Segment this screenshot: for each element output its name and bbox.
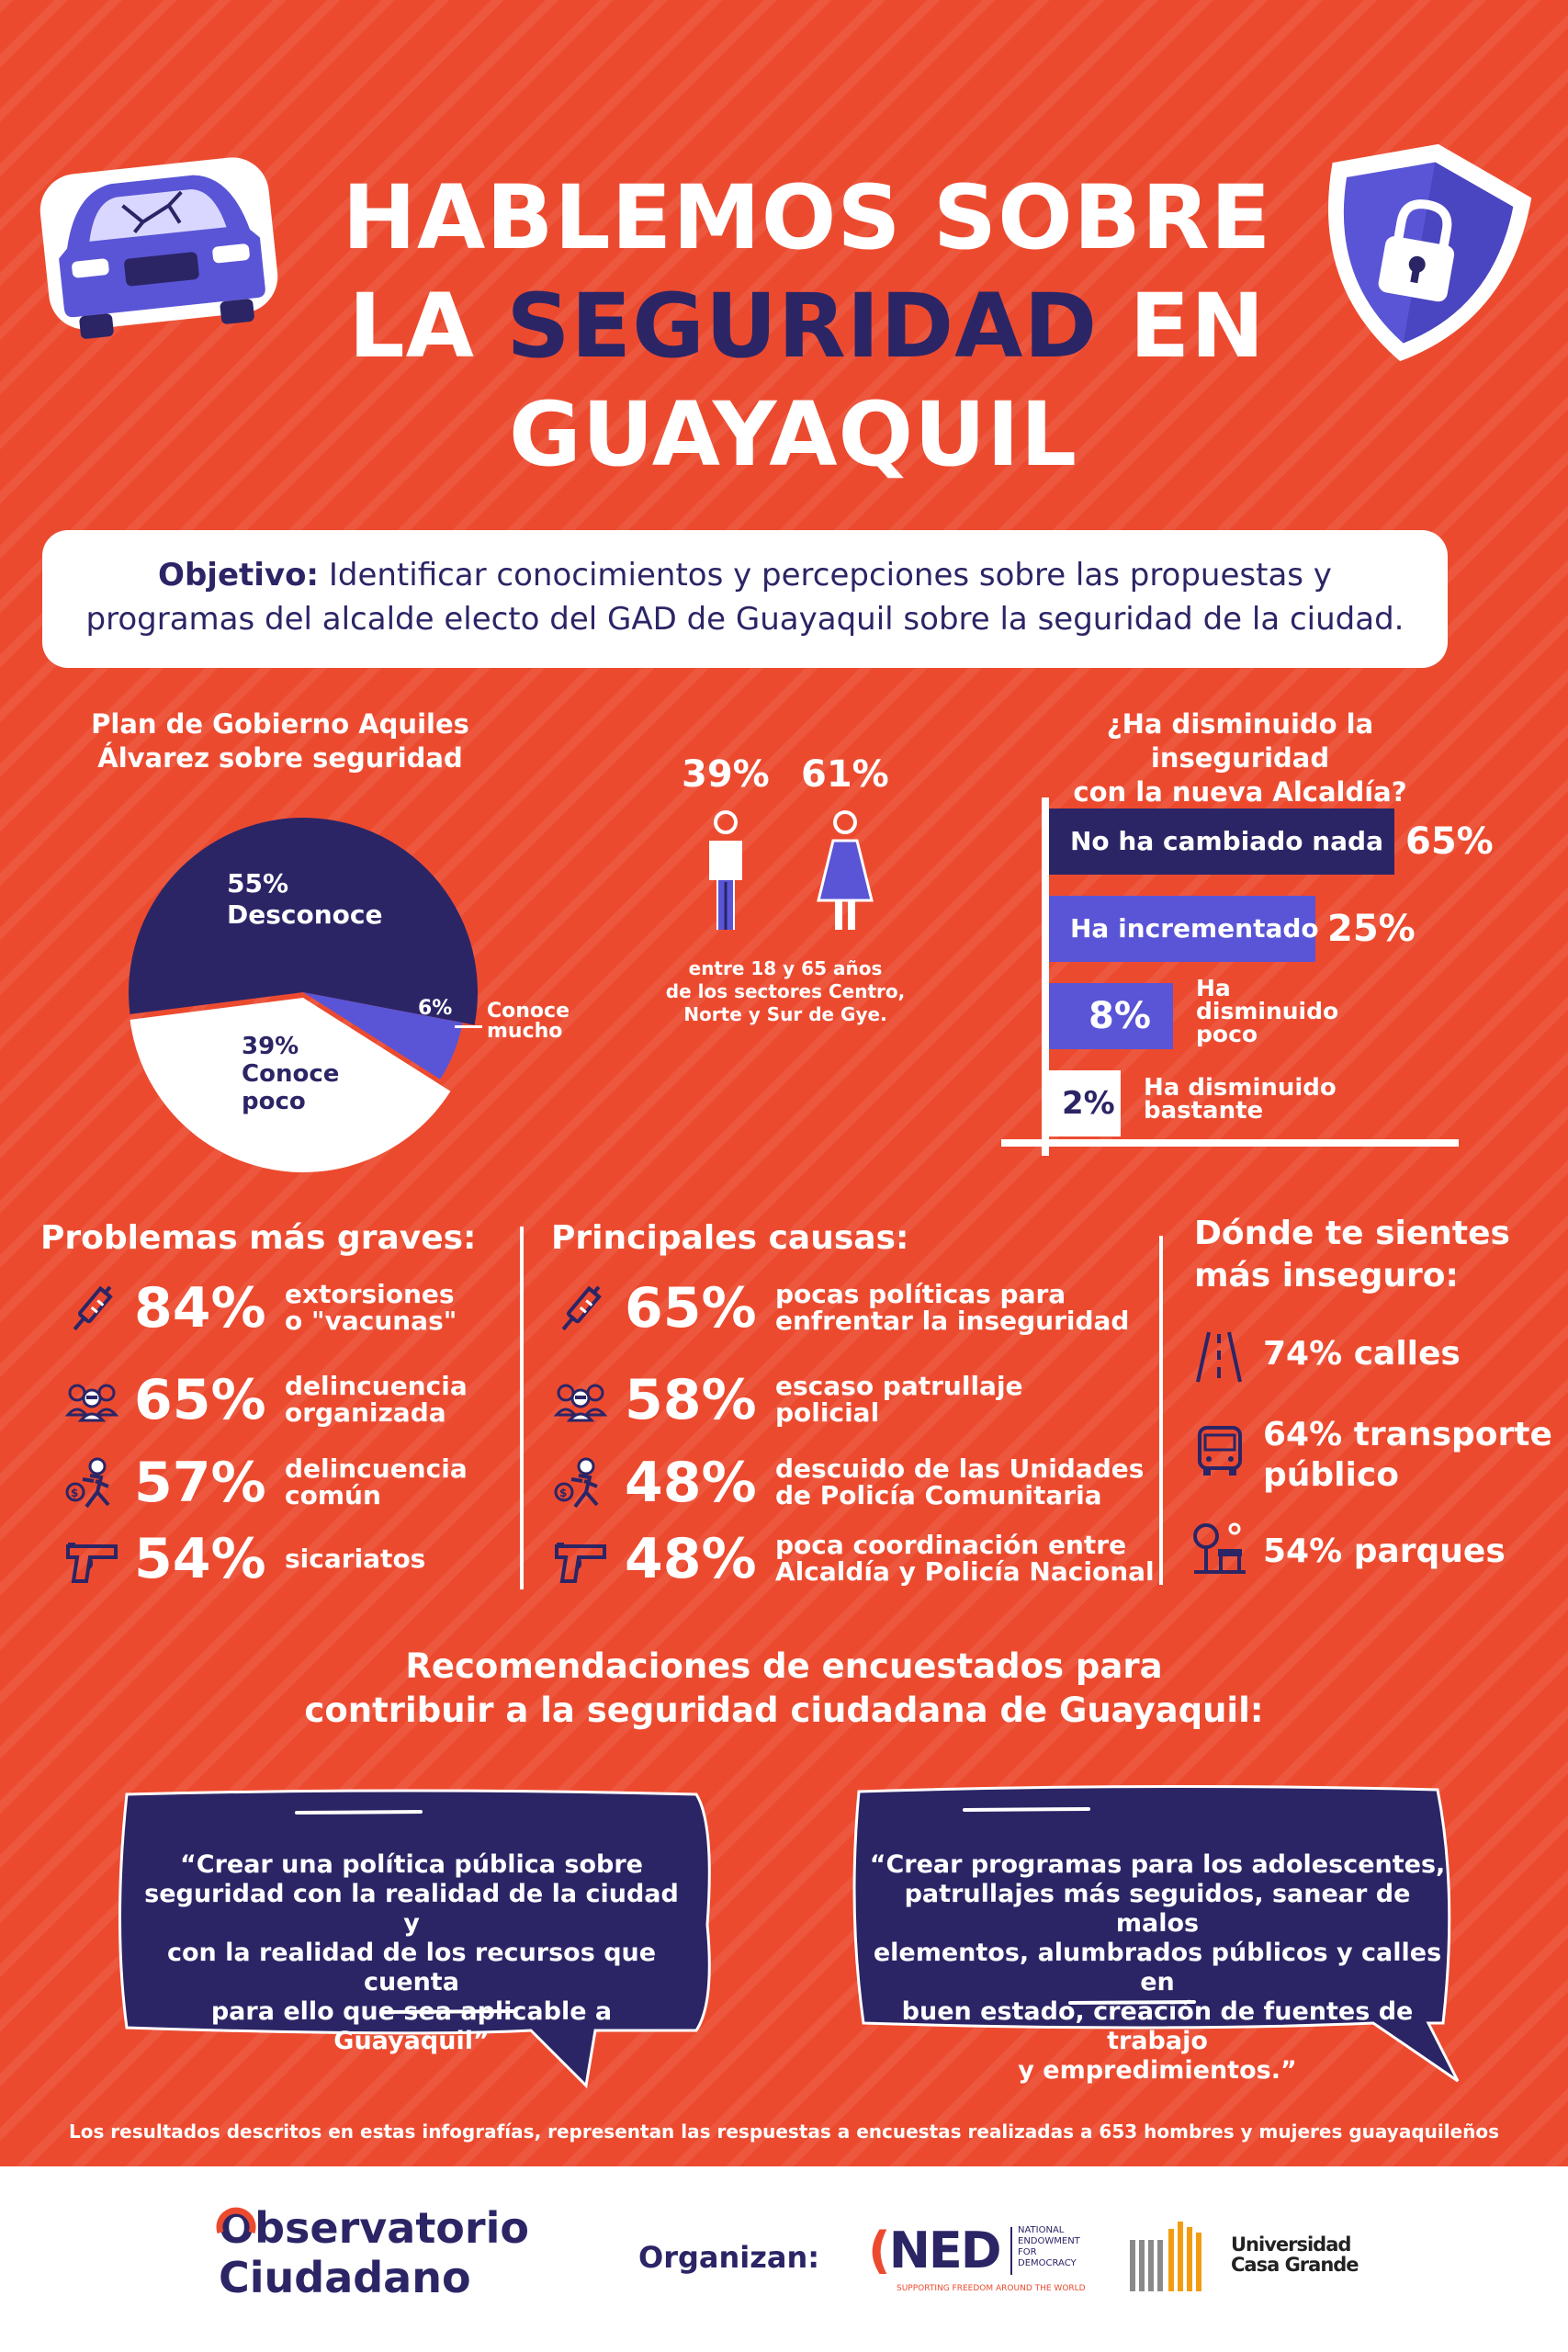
bar-label-1: No ha cambiado nada [1070, 826, 1383, 856]
pie-text-conoce-mucho-1: Conoce [487, 1000, 570, 1023]
causes-label-line2: policial [775, 1397, 880, 1428]
thief-icon [62, 1455, 121, 1514]
ned-text [1018, 2225, 1080, 2269]
ned-text-4: DEMOCRACY [1018, 2258, 1077, 2268]
men-pct: 39% [682, 753, 770, 796]
bar-label-2: Ha incrementado [1070, 913, 1319, 944]
pie-text-desconoce: Desconoce [227, 899, 383, 930]
problems-title: Problemas más graves: [40, 1219, 477, 1257]
pie-text-conoce-poco-1: Conoce [242, 1060, 340, 1088]
causes-pct: 58% [625, 1368, 757, 1432]
quote-left-2: seguridad con la realidad de la ciudad y [144, 1880, 679, 1938]
sample-desc-1: entre 18 y 65 años [688, 957, 883, 979]
title-line-1: HABLEMOS SOBRE [342, 166, 1272, 269]
quote-left-3: con la realidad de los recursos que cuenta [166, 1939, 657, 1996]
ned-logo-text: NED [888, 2222, 1000, 2279]
observatorio-mark-icon [215, 2205, 257, 2247]
bar-label-3 [1196, 977, 1338, 1046]
sample-desc-3: Norte y Sur de Gye. [683, 1003, 887, 1025]
recommendations-title [0, 1645, 1568, 1733]
quote-left-1: “Crear una política pública sobre [180, 1850, 643, 1879]
syringe-icon [551, 1281, 610, 1340]
observatorio-line1: Observatorio [219, 2203, 529, 2253]
title-line-2b: EN [1098, 275, 1266, 378]
causes-label [775, 1281, 1129, 1334]
ned-divider [1010, 2227, 1012, 2275]
quote-right-4: buen estado, creación de fuentes de trabajo [901, 1997, 1414, 2055]
sample-desc-2: de los sectores Centro, [665, 980, 906, 1002]
uni-line2: Casa Grande [1231, 2254, 1359, 2276]
pie-pct-conoce-mucho: 6% [418, 997, 453, 1020]
footer [0, 2166, 1568, 2352]
bar-label-4-2: bastante [1144, 1097, 1264, 1125]
universidad-logo-icon [1128, 2220, 1220, 2291]
problems-label [285, 1545, 425, 1572]
place-1: 74% calles [1263, 1335, 1461, 1373]
causes-label-line1: pocas políticas para [775, 1279, 1066, 1309]
svg-text:$: $ [71, 1487, 79, 1499]
objective-label: Objetivo: [158, 557, 320, 594]
pie-label-desconoce [227, 868, 383, 931]
decrease-title-line2: con la nueva Alcaldía? [1073, 776, 1407, 808]
quote-right-2: patrullajes más seguidos, sanear de malos [904, 1880, 1411, 1938]
place-2-line1: 64% transporte [1263, 1416, 1552, 1453]
causes-label-line1: poca coordinación entre [775, 1530, 1127, 1560]
causes-label [775, 1532, 1155, 1585]
causes-title: Principales causas: [551, 1219, 909, 1257]
woman-icon [813, 808, 877, 937]
problems-label-line2: común [285, 1480, 381, 1510]
criminal-group-icon [551, 1373, 610, 1431]
pie-pct-desconoce: 55% [227, 868, 289, 899]
quote-left-4: para ello que sea aplicable a Guayaquil” [210, 1997, 613, 2055]
page-title [0, 164, 1568, 489]
pie-pct-conoce-poco: 39% [242, 1033, 299, 1060]
causes-label-line1: escaso patrullaje [775, 1371, 1023, 1401]
observatorio-line2: Ciudadano [219, 2253, 471, 2302]
bar-axis-x [1001, 1139, 1459, 1147]
title-line-3: GUAYAQUIL [509, 383, 1077, 486]
problems-label-line1: delincuencia [285, 1371, 468, 1401]
causes-pct: 48% [625, 1451, 757, 1515]
bar-axis-y [1042, 797, 1049, 1156]
objective-box [42, 530, 1448, 668]
problems-label-line2: organizada [285, 1397, 446, 1428]
universidad-name [1231, 2234, 1359, 2275]
problems-pct: 84% [134, 1276, 266, 1340]
survey-note: Los resultados descritos en estas infografías, representan las respuestas a encuestas realizadas a 653 hombres y mujeres guayaquileños [68, 2120, 1500, 2143]
thief-icon [551, 1455, 610, 1514]
bar-pct-4: 2% [1062, 1085, 1115, 1122]
causes-label-line1: descuido de las Unidades [775, 1453, 1145, 1484]
divider-2 [1159, 1236, 1163, 1585]
problems-pct: 54% [134, 1527, 266, 1591]
observatorio-logo [219, 2203, 529, 2302]
gun-icon [62, 1532, 121, 1590]
rec-title-2: contribuir a la seguridad ciudadana de Guayaquil: [304, 1690, 1264, 1730]
plan-title-line2: Álvarez sobre seguridad [97, 742, 463, 774]
svg-text:$: $ [559, 1487, 568, 1499]
causes-pct: 48% [625, 1527, 757, 1591]
problems-label-line1: delincuencia [285, 1453, 468, 1484]
bar-pct-1: 65% [1405, 820, 1494, 863]
causes-label-line2: de Policía Comunitaria [775, 1480, 1102, 1510]
problems-label [285, 1281, 457, 1334]
pie-text-conoce-mucho-2: mucho [487, 1020, 563, 1043]
places-title-2: más inseguro: [1194, 1257, 1459, 1295]
bar-label-3-2: disminuido [1196, 998, 1339, 1024]
quote-right-1: “Crear programas para los adolescentes, [869, 1850, 1446, 1879]
ned-logo: (NED [868, 2222, 1000, 2279]
quote-right [859, 1850, 1456, 2086]
problems-label [285, 1373, 468, 1426]
man-icon [698, 808, 753, 937]
place-3: 54% parques [1263, 1532, 1506, 1570]
quote-right-3: elementos, alumbrados públicos y calles en [873, 1939, 1442, 1996]
quote-right-5: y empredimientos.” [1018, 2056, 1297, 2085]
problems-pct: 65% [134, 1368, 266, 1432]
park-icon [1192, 1518, 1247, 1575]
ned-text-1: NATIONAL [1018, 2225, 1065, 2235]
bar-label-4 [1144, 1074, 1337, 1125]
causes-label [775, 1373, 1023, 1426]
road-icon [1196, 1330, 1242, 1384]
bus-icon [1196, 1424, 1244, 1479]
ned-text-3: FOR [1018, 2247, 1037, 2257]
pie-label-conoce-poco [242, 1033, 339, 1115]
bar-pct-3: 8% [1089, 995, 1151, 1037]
pie-label-conoce-mucho [487, 1001, 570, 1042]
problems-label-line1: extorsiones [285, 1279, 455, 1309]
places-title-1: Dónde te sientes [1194, 1215, 1510, 1252]
decrease-title [1020, 707, 1461, 809]
quote-left [136, 1850, 687, 2056]
rec-title-1: Recomendaciones de encuestados para [405, 1646, 1163, 1686]
pie-text-conoce-poco-2: poco [242, 1088, 306, 1115]
title-highlight: SEGURIDAD [506, 275, 1099, 378]
problems-pct: 57% [134, 1451, 266, 1515]
bar-label-3-3: poco [1196, 1021, 1258, 1047]
plan-pie-chart [110, 808, 496, 1176]
causes-label [775, 1455, 1144, 1509]
problems-label-line1: sicariatos [285, 1544, 426, 1574]
bar-pct-2: 25% [1327, 908, 1416, 950]
place-2-line2: público [1263, 1456, 1399, 1494]
ned-text-2: ENDOWMENT [1018, 2236, 1080, 2246]
objective-text: Identificar conocimientos y percepciones sobre las propuestas y programas del alcalde electo del GAD de Guayaquil sobre la seguridad de la ciudad. [85, 557, 1404, 638]
bar-label-3-1: Ha [1196, 975, 1231, 1001]
criminal-group-icon [62, 1373, 121, 1431]
causes-label-line2: Alcaldía y Policía Nacional [775, 1556, 1155, 1587]
decrease-title-line1: ¿Ha disminuido la inseguridad [1106, 708, 1374, 774]
organizan-label: Organizan: [638, 2240, 820, 2275]
places-title [1194, 1213, 1510, 1297]
place-2 [1263, 1415, 1552, 1496]
syringe-icon [62, 1281, 121, 1340]
women-pct: 61% [801, 753, 889, 796]
problems-label-line2: o "vacunas" [285, 1306, 457, 1336]
bar-label-4-1: Ha disminuido [1144, 1074, 1337, 1102]
causes-pct: 65% [625, 1276, 757, 1340]
divider-1 [520, 1227, 524, 1589]
plan-title-line1: Plan de Gobierno Aquiles [91, 708, 469, 740]
ned-tagline: SUPPORTING FREEDOM AROUND THE WORLD [897, 2284, 1086, 2293]
sample-description [634, 957, 937, 1026]
problems-label [285, 1455, 468, 1509]
uni-line1: Universidad [1231, 2233, 1351, 2256]
plan-title [64, 707, 496, 775]
causes-label-line2: enfrentar la inseguridad [775, 1306, 1130, 1336]
gun-icon [551, 1532, 610, 1590]
pie-leader-line [455, 1025, 482, 1028]
title-line-2a: LA [348, 275, 507, 378]
